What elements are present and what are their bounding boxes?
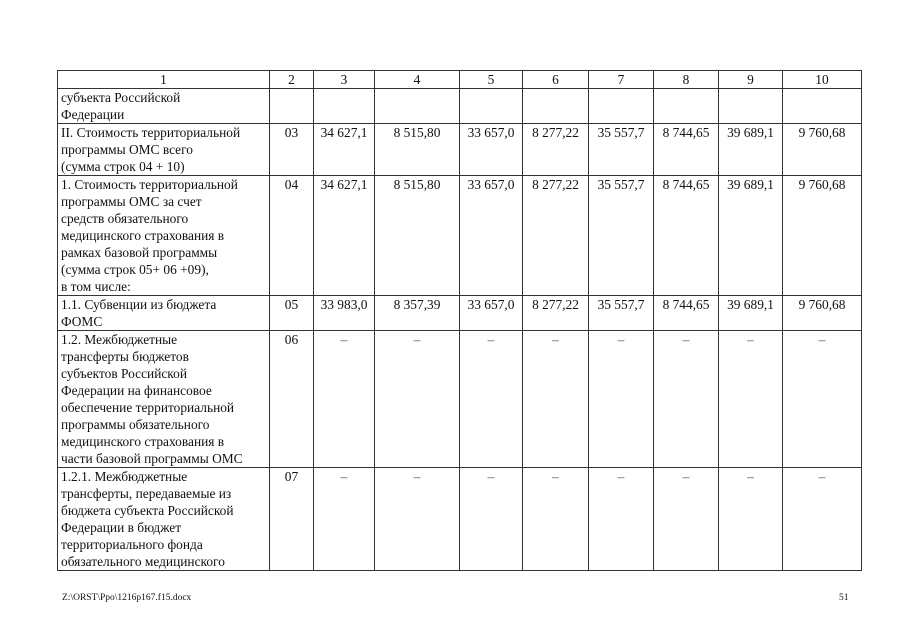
row-label <box>58 176 270 296</box>
table-row <box>58 468 862 571</box>
column-header: 2 <box>270 71 314 89</box>
value-cell <box>719 89 783 124</box>
column-header: 1 <box>58 71 270 89</box>
row-label <box>58 468 270 571</box>
value-cell: – <box>314 331 375 468</box>
row-label-line: 1.2.1. Межбюджетные <box>61 469 188 484</box>
row-label-line: программы ОМС за счет <box>61 194 202 209</box>
value-cell: 39 689,1 <box>719 124 783 176</box>
row-label-line: 1. Стоимость территориальной <box>61 177 238 192</box>
row-label-line: (сумма строк 04 + 10) <box>61 159 185 174</box>
value-cell: 34 627,1 <box>314 176 375 296</box>
value-cell <box>314 89 375 124</box>
row-label-line: трансферты, передаваемые из <box>61 486 232 501</box>
cost-table <box>57 70 862 571</box>
row-label-line: Федерации на финансовое <box>61 383 212 398</box>
value-cell: 33 657,0 <box>460 176 523 296</box>
column-number-row <box>58 71 862 89</box>
value-cell: – <box>719 468 783 571</box>
row-label-line: обеспечение территориальной <box>61 400 235 415</box>
row-label-line: (сумма строк 05+ 06 +09), <box>61 262 209 277</box>
value-cell <box>523 89 589 124</box>
value-cell: – <box>589 468 654 571</box>
value-cell: – <box>783 468 862 571</box>
value-cell: – <box>523 331 589 468</box>
row-label-line: обязательного медицинского <box>61 554 225 569</box>
value-cell: 9 760,68 <box>783 296 862 331</box>
value-cell <box>654 89 719 124</box>
value-cell: 8 744,65 <box>654 124 719 176</box>
row-label-line: в том числе: <box>61 279 131 294</box>
row-label <box>58 331 270 468</box>
footer-file-path: Z:\ORST\Ppo\1216p167.f15.docx <box>62 593 192 603</box>
value-cell: 9 760,68 <box>783 124 862 176</box>
table-row <box>58 124 862 176</box>
value-cell: – <box>783 331 862 468</box>
row-label-line: средств обязательного <box>61 211 189 226</box>
footer-page-number: 51 <box>839 593 849 603</box>
column-header: 8 <box>654 71 719 89</box>
row-label-line: Федерации в бюджет <box>61 520 182 535</box>
value-cell <box>783 89 862 124</box>
value-cell: – <box>375 331 460 468</box>
value-cell: – <box>375 468 460 571</box>
row-code: 04 <box>270 176 314 296</box>
row-code: 07 <box>270 468 314 571</box>
column-header: 10 <box>783 71 862 89</box>
value-cell: 8 277,22 <box>523 296 589 331</box>
row-label-line: программы обязательного <box>61 417 210 432</box>
table-row <box>58 89 862 124</box>
column-header: 9 <box>719 71 783 89</box>
row-code: 03 <box>270 124 314 176</box>
row-label-line: 1.1. Субвенции из бюджета <box>61 297 217 312</box>
value-cell: – <box>460 331 523 468</box>
value-cell: – <box>654 331 719 468</box>
value-cell: 8 277,22 <box>523 124 589 176</box>
row-code: 06 <box>270 331 314 468</box>
value-cell: 33 657,0 <box>460 124 523 176</box>
row-label-line: программы ОМС всего <box>61 142 193 157</box>
row-label-line: субъекта Российской <box>61 90 181 105</box>
value-cell: 35 557,7 <box>589 176 654 296</box>
column-header: 7 <box>589 71 654 89</box>
value-cell: 8 277,22 <box>523 176 589 296</box>
row-code <box>270 89 314 124</box>
column-header: 3 <box>314 71 375 89</box>
row-label <box>58 296 270 331</box>
value-cell: – <box>523 468 589 571</box>
row-label-line: медицинского страхования в <box>61 228 225 243</box>
table-row <box>58 176 862 296</box>
value-cell: – <box>314 468 375 571</box>
row-label-line: 1.2. Межбюджетные <box>61 332 178 347</box>
value-cell: 33 983,0 <box>314 296 375 331</box>
value-cell: 35 557,7 <box>589 296 654 331</box>
row-label-line: Федерации <box>61 107 125 122</box>
column-header: 6 <box>523 71 589 89</box>
value-cell: 33 657,0 <box>460 296 523 331</box>
row-label <box>58 89 270 124</box>
table-row <box>58 331 862 468</box>
value-cell: – <box>589 331 654 468</box>
row-label <box>58 124 270 176</box>
value-cell: 8 515,80 <box>375 124 460 176</box>
row-label-line: территориального фонда <box>61 537 203 552</box>
value-cell: 39 689,1 <box>719 296 783 331</box>
table-row <box>58 296 862 331</box>
value-cell: 8 357,39 <box>375 296 460 331</box>
row-code: 05 <box>270 296 314 331</box>
row-label-line: рамках базовой программы <box>61 245 218 260</box>
value-cell: 34 627,1 <box>314 124 375 176</box>
value-cell: 35 557,7 <box>589 124 654 176</box>
row-label-line: бюджета субъекта Российской <box>61 503 234 518</box>
column-header: 5 <box>460 71 523 89</box>
value-cell <box>460 89 523 124</box>
row-label-line: трансферты бюджетов <box>61 349 189 364</box>
value-cell <box>375 89 460 124</box>
row-label-line: ФОМС <box>61 314 103 329</box>
column-header: 4 <box>375 71 460 89</box>
value-cell: 8 744,65 <box>654 176 719 296</box>
value-cell: – <box>460 468 523 571</box>
value-cell: – <box>719 331 783 468</box>
value-cell: 8 515,80 <box>375 176 460 296</box>
value-cell: 8 744,65 <box>654 296 719 331</box>
row-label-line: медицинского страхования в <box>61 434 225 449</box>
value-cell: 9 760,68 <box>783 176 862 296</box>
row-label-line: II. Стоимость территориальной <box>61 125 241 140</box>
value-cell: – <box>654 468 719 571</box>
value-cell <box>589 89 654 124</box>
value-cell: 39 689,1 <box>719 176 783 296</box>
row-label-line: субъектов Российской <box>61 366 187 381</box>
row-label-line: части базовой программы ОМС <box>61 451 243 466</box>
